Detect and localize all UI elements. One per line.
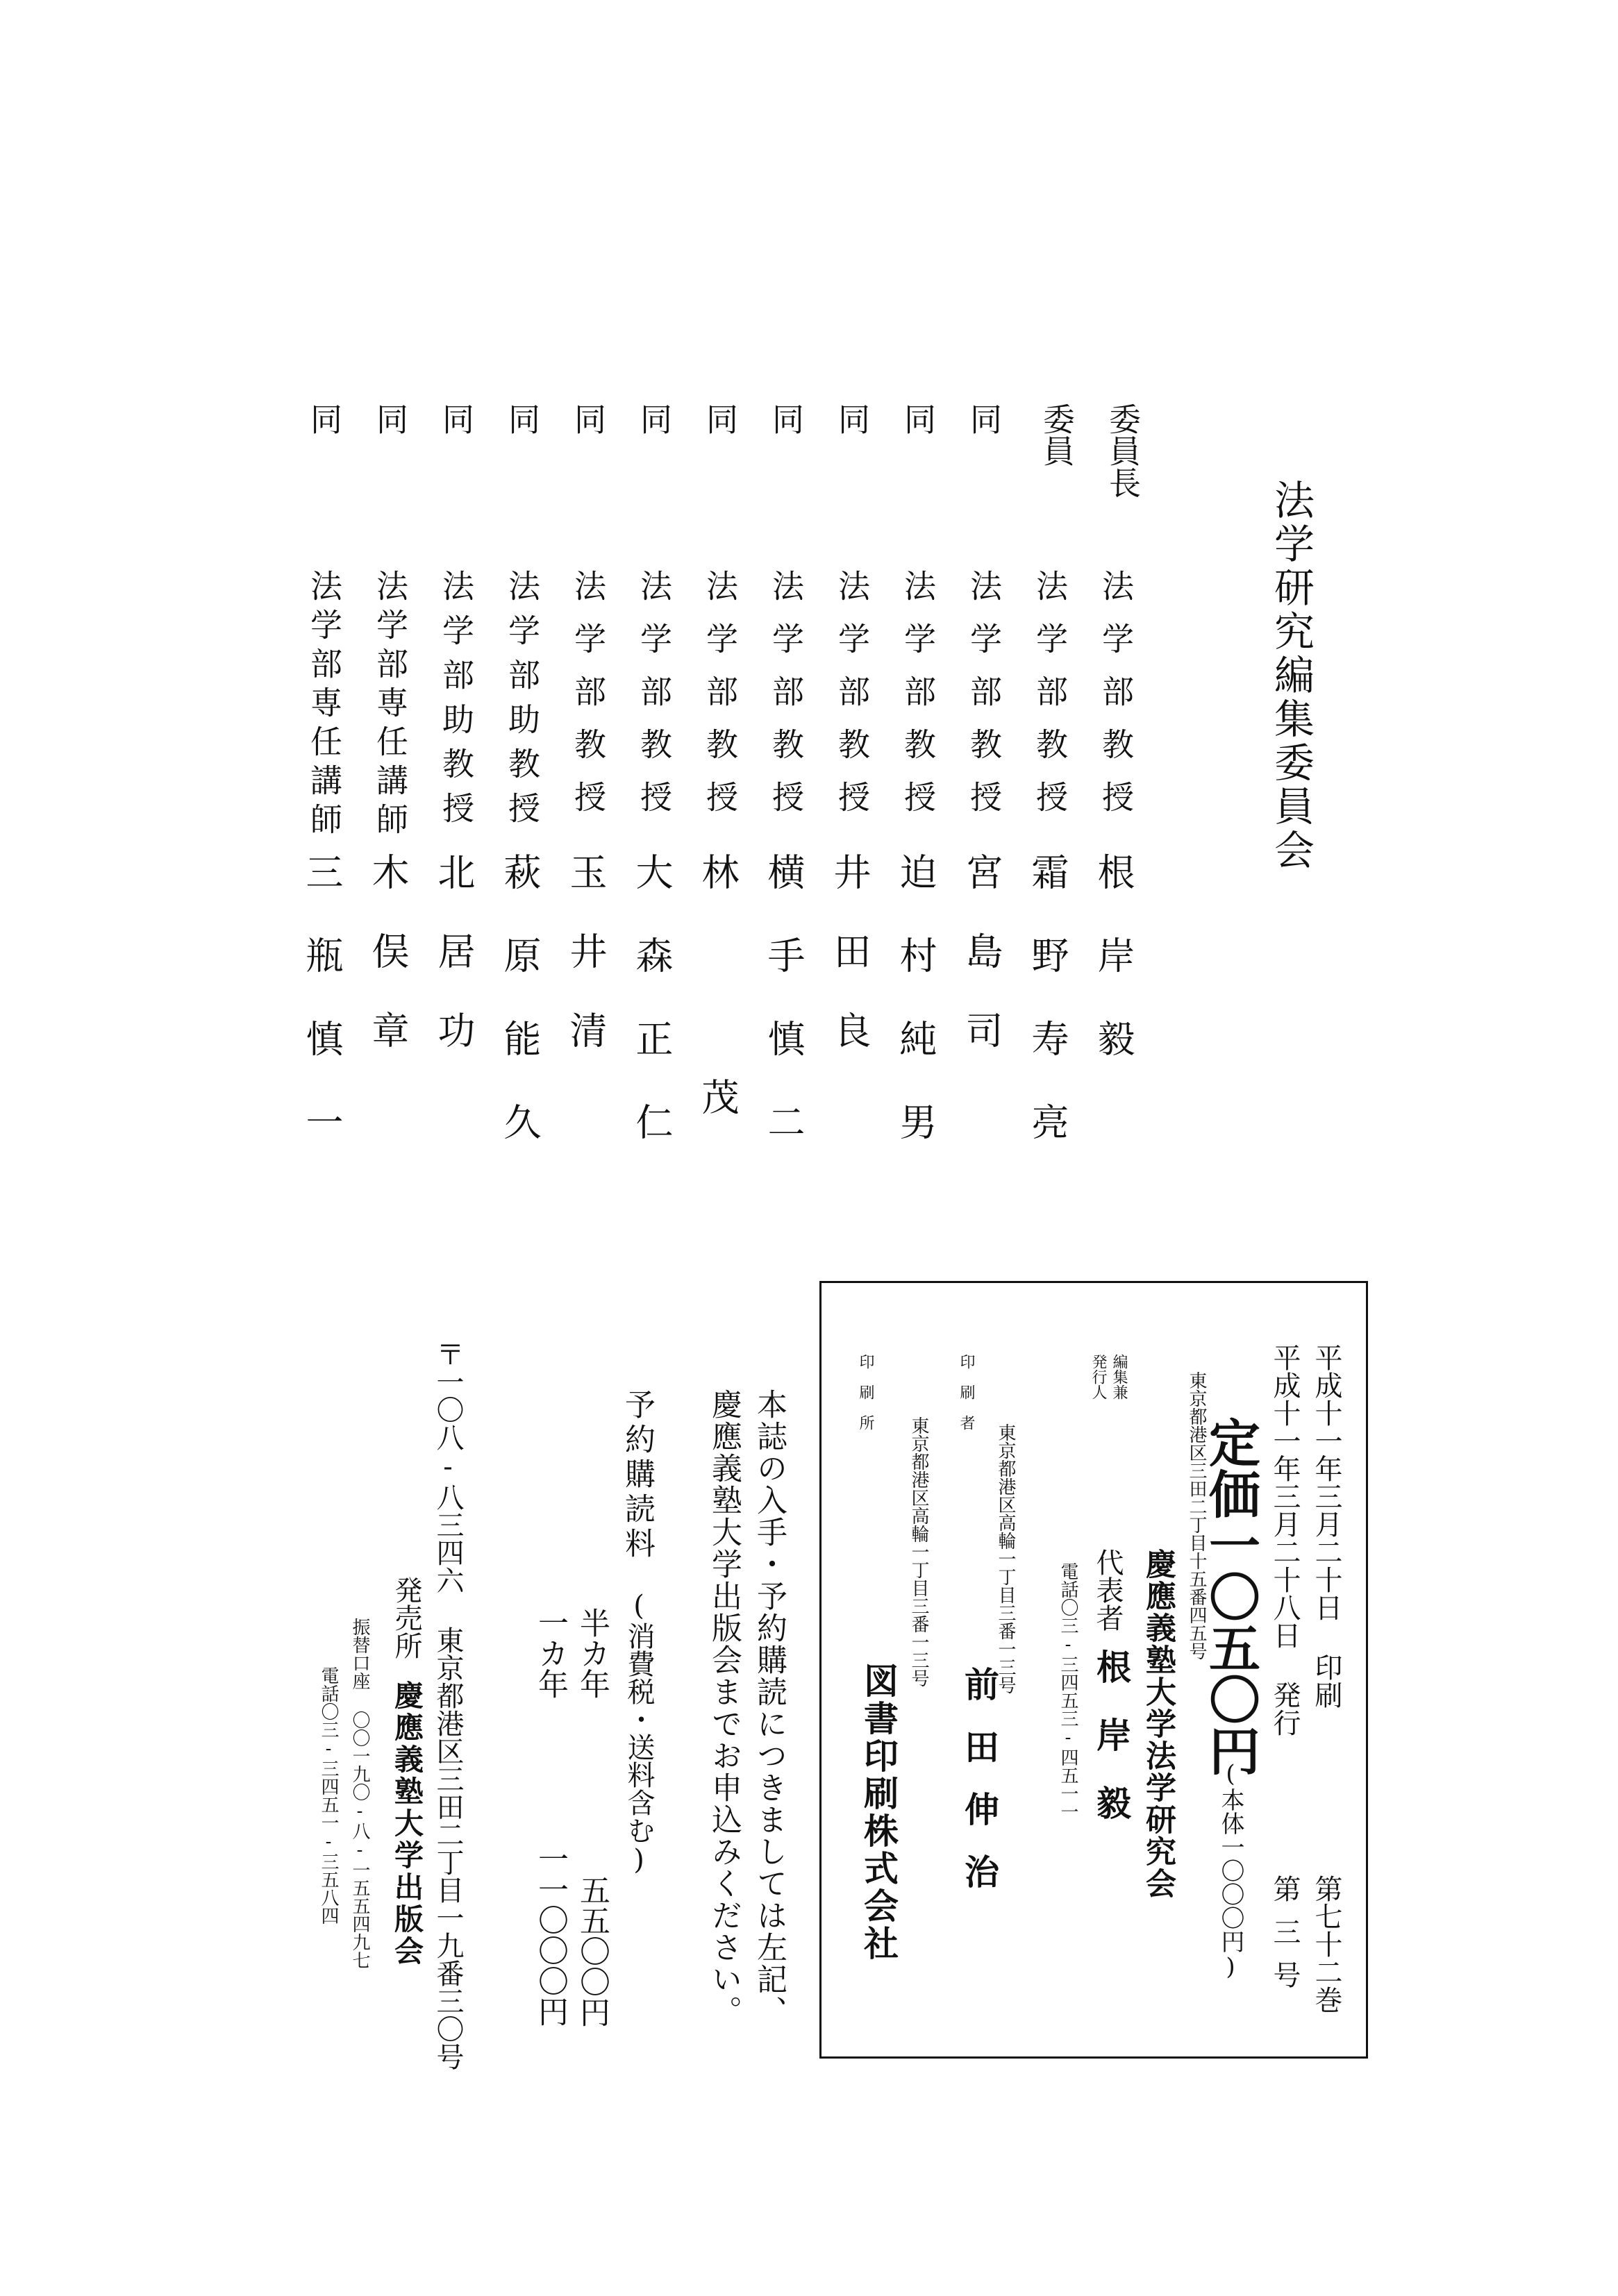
member-role: 同 (899, 403, 937, 435)
member-name: 霜野寿亮 (1026, 853, 1069, 1186)
print-date: 平成十一年三月二十日 印刷 (1310, 1343, 1342, 1709)
member-title: 法学部教授 (965, 569, 1003, 833)
printer-label: 印刷者 (958, 1354, 975, 1446)
committee-member (608, 403, 677, 1186)
subscription-notice-line-2: 慶應義塾大学出版会までお申込みください。 (706, 1389, 742, 2027)
member-role: 同 (965, 403, 1003, 435)
member-title: 法学部教授 (701, 569, 739, 833)
committee-member (740, 403, 809, 1186)
member-role: 同 (833, 403, 871, 435)
price-note: (本体一〇〇〇円) (1217, 1760, 1244, 1981)
half-year-label: 半カ年 (574, 1607, 610, 1699)
full-year-amount: 一一〇〇〇円 (533, 1843, 568, 2027)
subscription-fee-title: 予約購読料 (619, 1389, 655, 1562)
member-title: 法学部助教授 (437, 569, 475, 836)
member-title: 法学部専任講師 (306, 569, 343, 841)
price: 定価一〇五〇円 (1201, 1416, 1260, 1776)
publisher-label: 発行人 (1090, 1354, 1107, 1400)
publisher-name: 慶應義塾大学法学研究会 (1140, 1548, 1176, 1900)
member-role: 同 (701, 403, 739, 435)
distributor-address: 〒一〇八-八三四六 東京都港区三田二丁目一九番三〇号 (432, 1340, 464, 2070)
printing-office-label: 印刷所 (857, 1354, 874, 1446)
volume-number: 第七十二巻 (1310, 1875, 1342, 2013)
committee-member (344, 403, 413, 1146)
printing-office-name: 図書印刷株式会社 (858, 1663, 899, 1963)
member-title: 法学部教授 (1031, 569, 1069, 833)
distributor-transfer: 振替口座 〇〇一九〇-八-一五五四九七 (349, 1618, 370, 1969)
committee-member (806, 403, 875, 1146)
member-name: 三瓶慎一 (300, 853, 344, 1186)
committee-member (674, 403, 743, 1302)
printing-office-address: 東京都港区高輪一丁目三番一三号 (908, 1416, 929, 1687)
member-name: 井田良 (828, 853, 871, 1090)
committee-member (1069, 403, 1142, 1146)
member-title: 法学部助教授 (503, 569, 541, 836)
member-name: 玉井清 (564, 853, 608, 1090)
committee-member (937, 403, 1007, 1146)
member-title: 法学部教授 (833, 569, 871, 833)
representative-name: 根岸毅 (1091, 1649, 1132, 1853)
full-year-label: 一カ年 (533, 1607, 568, 1699)
member-name: 根岸毅 (1092, 853, 1135, 1103)
member-name: 林茂 (696, 853, 740, 1302)
distributor-phone: 電話〇三-三四五一-三五八四 (318, 1666, 339, 1925)
member-role: 同 (372, 403, 409, 435)
issue-number: 第三号 (1269, 1875, 1301, 2004)
member-name: 大森正仁 (630, 853, 674, 1186)
member-name: 宮島司 (960, 853, 1003, 1090)
publisher-phone: 電話〇三-三四五三-四五一一 (1058, 1562, 1078, 1820)
committee-member (476, 403, 545, 1186)
distributor-label: 発売所 (390, 1576, 422, 1659)
member-role: 同 (635, 403, 673, 435)
issue-date: 平成十一年三月二十八日 発行 (1269, 1343, 1301, 1736)
subscription-notice-line-1: 本誌の入手・予約購読につきましては左記、 (751, 1389, 787, 2027)
member-title: 法学部専任講師 (372, 569, 409, 841)
distributor-name: 慶應義塾大学出版会 (390, 1680, 424, 1968)
member-name: 萩原能久 (498, 853, 542, 1186)
member-title: 法学部教授 (767, 569, 805, 833)
publisher-address: 東京都港区三田二丁目十五番四五号 (1186, 1371, 1207, 1660)
member-title: 法学部教授 (635, 569, 673, 833)
member-name: 横手慎二 (762, 853, 806, 1186)
member-role: 同 (767, 403, 805, 435)
member-name: 迫村純男 (894, 853, 937, 1186)
representative-label: 代表者 (1092, 1548, 1124, 1632)
member-title: 法学部教授 (899, 569, 937, 833)
printer-address: 東京都港区高輪一丁目三番一三号 (995, 1423, 1016, 1694)
member-name: 北居功 (432, 853, 476, 1090)
member-role: 同 (569, 403, 607, 435)
member-title: 法学部教授 (569, 569, 607, 833)
committee-member (410, 403, 479, 1146)
member-role: 委員 (1038, 403, 1076, 467)
member-role: 同 (503, 403, 541, 435)
member-role: 委員長 (1104, 403, 1142, 498)
committee-member (542, 403, 611, 1146)
member-role: 同 (437, 403, 475, 435)
member-role: 同 (306, 403, 343, 435)
editor-label: 編集兼 (1110, 1354, 1128, 1400)
committee-title: 法学研究編集委員会 (1267, 479, 1315, 873)
member-name: 木俣章 (366, 853, 410, 1090)
printer-name: 前田伸治 (959, 1666, 1000, 1916)
committee-member (1003, 403, 1076, 1186)
half-year-amount: 五五〇〇円 (574, 1875, 610, 2027)
committee-member (278, 403, 347, 1186)
subscription-fee-note: (消費税・送料含む) (623, 1590, 655, 1876)
member-title: 法学部教授 (1097, 569, 1135, 833)
committee-member (871, 403, 941, 1186)
